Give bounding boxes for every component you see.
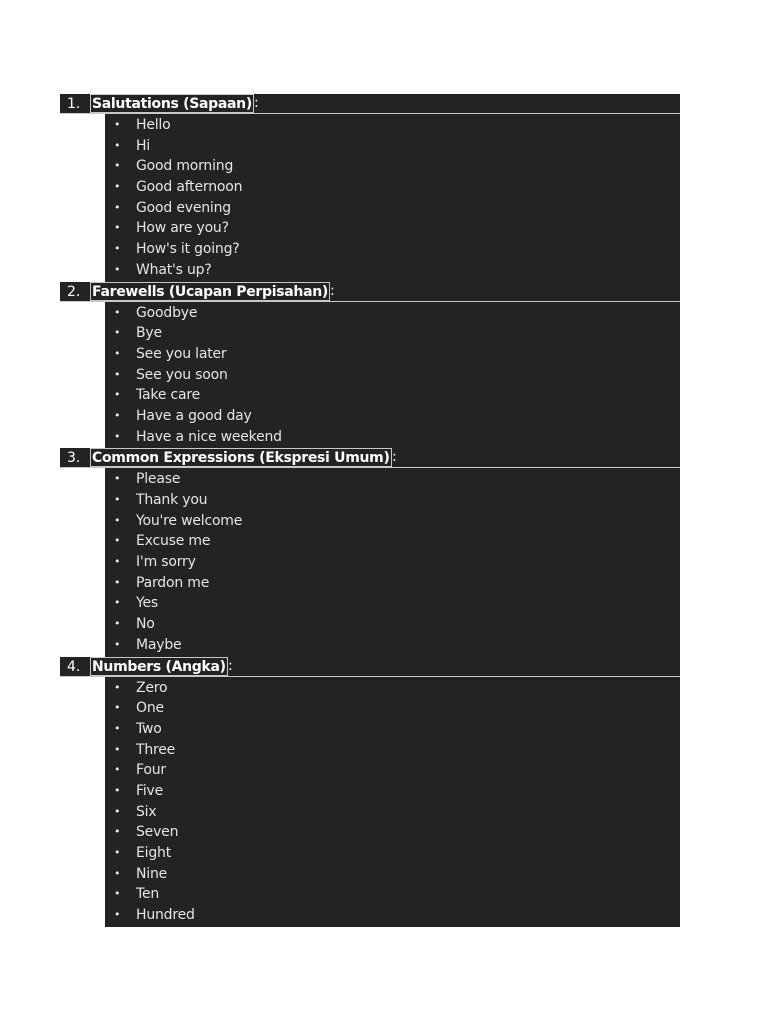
list-item-text: See you later — [136, 345, 227, 362]
bullet-icon: • — [114, 429, 121, 443]
section-heading-row — [60, 657, 680, 677]
list-item-text: Seven — [136, 824, 179, 841]
list-item — [105, 843, 680, 864]
section-number: 4. — [67, 658, 81, 675]
bullet-icon: • — [114, 825, 121, 839]
list-item-text: Maybe — [136, 636, 182, 653]
bullet-icon: • — [114, 242, 121, 256]
list-item-text: Nine — [136, 865, 168, 882]
list-item — [105, 218, 680, 239]
heading-colon: : — [392, 449, 397, 466]
list-item-text: Goodbye — [136, 304, 198, 321]
list-item — [105, 719, 680, 740]
list-item — [105, 593, 680, 614]
bullet-icon: • — [114, 305, 121, 319]
list-item-text: Thank you — [136, 492, 208, 508]
list-item — [105, 239, 680, 260]
section-heading — [90, 448, 392, 467]
section-numbers — [0, 657, 768, 927]
bullet-icon: • — [114, 555, 121, 569]
bullet-icon: • — [114, 472, 121, 486]
heading-colon: : — [330, 282, 335, 299]
list-item — [105, 552, 680, 573]
section-heading-text: Numbers (Angka) — [92, 658, 226, 675]
bullet-icon: • — [114, 887, 121, 901]
bullet-icon: • — [114, 367, 121, 381]
list-item-text: Take care — [136, 387, 201, 404]
list-item — [105, 678, 680, 699]
list-item — [105, 802, 680, 823]
list-item-text: Have a nice weekend — [136, 428, 282, 445]
section-heading — [90, 282, 330, 301]
list-item-text: Pardon me — [136, 574, 210, 591]
list-item-text: One — [136, 700, 164, 717]
bullet-icon: • — [114, 846, 121, 859]
list-item — [105, 136, 680, 157]
section-heading-row — [60, 282, 680, 302]
bullet-icon: • — [114, 346, 121, 360]
bullet-icon: • — [114, 262, 121, 276]
list-item — [105, 822, 680, 843]
section-heading-text: Common Expressions (Ekspresi Umum) — [92, 450, 390, 467]
list-item — [105, 635, 680, 656]
bullet-icon: • — [114, 575, 121, 589]
list-item — [105, 303, 680, 324]
heading-colon: : — [254, 95, 259, 111]
list-item-text: How's it going? — [136, 241, 240, 258]
bullet-icon: • — [114, 866, 121, 880]
list-item-text: Four — [136, 762, 166, 779]
bullet-icon: • — [114, 617, 121, 631]
bullet-icon: • — [114, 742, 121, 756]
list-item — [105, 427, 680, 448]
list-item-text: See you soon — [136, 366, 228, 383]
list-item-text: Excuse me — [136, 533, 211, 550]
bullet-icon: • — [114, 763, 121, 777]
section-salutations — [0, 94, 768, 282]
section-common-expressions — [0, 448, 768, 656]
list-item — [105, 198, 680, 219]
bullet-list — [105, 302, 680, 449]
list-item-text: Eight — [136, 845, 171, 861]
bullet-list — [105, 677, 680, 927]
section-heading-row — [60, 448, 680, 468]
bullet-icon: • — [114, 200, 121, 214]
list-item — [105, 760, 680, 781]
list-item-text: Please — [136, 471, 181, 488]
list-item-text: Two — [136, 720, 162, 737]
list-item-text: Three — [136, 741, 176, 758]
bullet-icon: • — [114, 159, 121, 173]
list-item — [105, 490, 680, 511]
list-item-text: Six — [136, 803, 157, 820]
section-farewells — [0, 282, 768, 449]
document-body — [0, 94, 768, 927]
list-item-text: Zero — [136, 679, 168, 696]
list-item — [105, 260, 680, 281]
list-item-text: Five — [136, 782, 164, 799]
bullet-icon: • — [114, 908, 121, 922]
list-item — [105, 740, 680, 761]
list-item — [105, 614, 680, 635]
list-item-text: What's up? — [136, 261, 212, 278]
section-number: 2. — [67, 283, 81, 300]
bullet-icon: • — [114, 138, 121, 152]
section-heading-row — [60, 94, 680, 114]
bullet-icon: • — [114, 596, 121, 610]
list-item-text: Hundred — [136, 907, 195, 924]
list-item — [105, 177, 680, 198]
list-item — [105, 531, 680, 552]
list-item — [105, 115, 680, 136]
list-item — [105, 156, 680, 177]
list-item — [105, 385, 680, 406]
list-item — [105, 365, 680, 386]
list-item-text: Hi — [136, 137, 151, 154]
list-item-text: Ten — [136, 886, 160, 903]
list-item-text: Good evening — [136, 199, 231, 216]
list-item-text: Have a good day — [136, 407, 252, 424]
list-item — [105, 864, 680, 885]
bullet-icon: • — [114, 408, 121, 422]
bullet-icon: • — [114, 680, 121, 694]
section-heading — [90, 94, 254, 113]
list-item — [105, 511, 680, 532]
bullet-icon: • — [114, 388, 121, 402]
bullet-icon: • — [114, 326, 121, 340]
list-item — [105, 323, 680, 344]
section-heading-text: Farewells (Ucapan Perpisahan) — [92, 283, 328, 300]
list-item — [105, 781, 680, 802]
section-number: 3. — [67, 450, 81, 467]
list-item-text: Yes — [136, 595, 158, 612]
heading-colon: : — [228, 657, 233, 674]
bullet-icon: • — [114, 721, 121, 735]
section-heading-text: Salutations (Sapaan) — [92, 96, 252, 112]
list-item-text: Hello — [136, 117, 171, 133]
list-item-text: You're welcome — [136, 512, 243, 529]
list-item-text: No — [136, 616, 155, 633]
list-item-text: Good afternoon — [136, 179, 243, 196]
bullet-icon: • — [114, 783, 121, 797]
bullet-icon: • — [114, 804, 121, 818]
list-item — [105, 344, 680, 365]
list-item — [105, 406, 680, 427]
list-item — [105, 884, 680, 905]
list-item — [105, 698, 680, 719]
bullet-icon: • — [114, 493, 121, 506]
bullet-icon: • — [114, 180, 121, 194]
bullet-icon: • — [114, 637, 121, 651]
list-item — [105, 573, 680, 594]
bullet-icon: • — [114, 221, 121, 235]
bullet-icon: • — [114, 118, 121, 131]
list-item-text: Bye — [136, 325, 162, 342]
bullet-icon: • — [114, 513, 121, 527]
bullet-icon: • — [114, 701, 121, 715]
list-item-text: How are you? — [136, 220, 229, 237]
list-item — [105, 469, 680, 490]
list-item-text: Good morning — [136, 158, 234, 175]
section-heading — [90, 657, 228, 676]
bullet-icon: • — [114, 534, 121, 548]
section-number: 1. — [67, 96, 81, 112]
list-item-text: I'm sorry — [136, 554, 196, 571]
bullet-list — [105, 114, 680, 282]
list-item — [105, 905, 680, 926]
bullet-list — [105, 468, 680, 656]
